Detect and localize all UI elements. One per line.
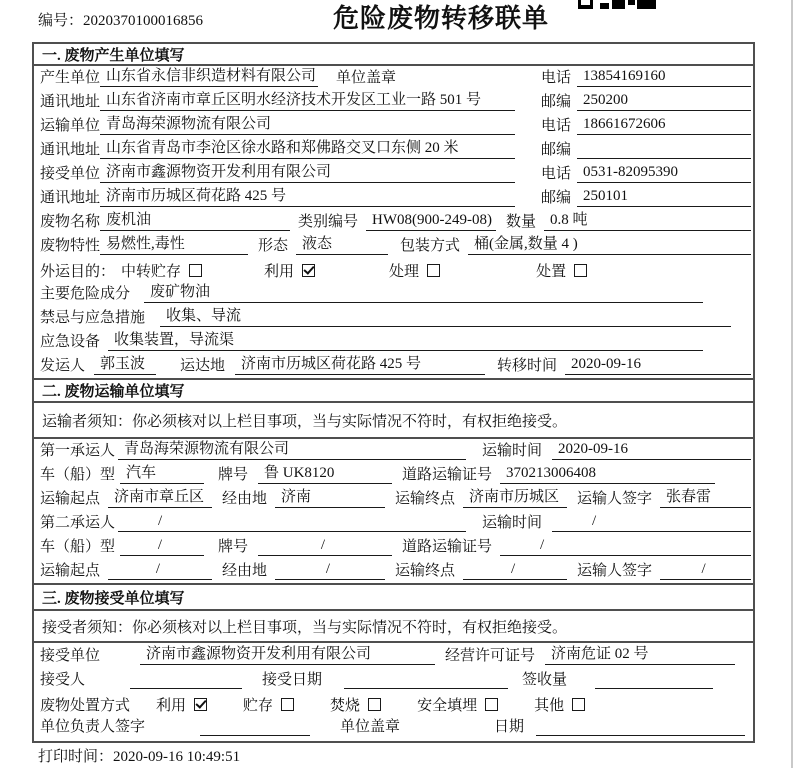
sign-label: 运输人签字 <box>577 563 653 579</box>
field-label: 通讯地址 <box>40 94 101 110</box>
field-value: 青岛海荣源物流有限公司 <box>100 112 515 135</box>
field-label: 接受单位 <box>40 166 101 182</box>
disposal-option <box>156 694 207 715</box>
end-value: / <box>463 561 567 580</box>
option-label: 安全填埋 <box>417 697 478 714</box>
qty-label: 签收量 <box>522 672 568 688</box>
field-label: 外运目的： <box>40 263 116 280</box>
field-label: 产生单位 <box>40 70 101 86</box>
field-label: 主要危险成分 <box>40 286 131 302</box>
field-value <box>200 734 310 736</box>
seal-label: 单位盖章 <box>340 719 401 735</box>
phone-value: 18661672606 <box>577 116 751 135</box>
field-value: 废矿物油 <box>144 280 703 303</box>
field-value: / <box>108 561 212 580</box>
row-receiver-address <box>34 186 753 210</box>
seal-label: 单位盖章 <box>336 70 397 86</box>
option-label: 焚烧 <box>330 697 361 714</box>
checkbox <box>302 264 315 277</box>
row-waste-traits <box>34 234 753 258</box>
row-route-1 <box>34 487 753 511</box>
permit-label: 经营许可证号 <box>445 648 536 664</box>
sign-label: 运输人签字 <box>577 491 653 507</box>
date-value <box>344 687 508 689</box>
field-label: 通讯地址 <box>40 142 101 158</box>
plate-value: / <box>258 537 392 556</box>
field-label: 单位负责人签字 <box>40 719 146 735</box>
purpose-option <box>121 260 202 281</box>
section-2-header: 二. 废物运输单位填写 <box>34 378 753 403</box>
field-label: 废物特性 <box>40 238 101 254</box>
zip-value: 250200 <box>577 92 751 111</box>
pack-label: 包装方式 <box>400 238 461 254</box>
via-value: / <box>275 561 385 580</box>
field-value: 济南市鑫源物资开发利用有限公司 <box>140 642 435 665</box>
sign-value: 张春雷 <box>660 485 751 508</box>
field-value: 山东省青岛市李沧区徐水路和郑佛路交叉口东侧 20 米 <box>100 136 515 159</box>
checkbox <box>572 698 585 711</box>
row-acceptance <box>34 668 753 692</box>
field-label: 第二承运人 <box>40 515 116 531</box>
phone-label: 电话 <box>541 118 572 134</box>
zip-label: 邮编 <box>541 94 572 110</box>
qty-value <box>595 687 713 689</box>
checkbox <box>368 698 381 711</box>
option-label: 利用 <box>264 263 295 280</box>
checkbox <box>427 264 440 277</box>
row-transporter-address <box>34 138 753 162</box>
checkbox <box>485 698 498 711</box>
code-label: 类别编号 <box>298 214 359 230</box>
time-value: 2020-09-16 <box>552 441 751 460</box>
plate-value: 鲁 UK8120 <box>258 461 392 484</box>
time-label: 转移时间 <box>497 358 558 374</box>
checkbox <box>574 264 587 277</box>
row-signature <box>34 716 753 739</box>
dest-value: 济南市历城区荷花路 425 号 <box>235 352 485 375</box>
option-label: 其他 <box>534 697 565 714</box>
end-value: 济南市历城区 <box>463 485 567 508</box>
row-route-2 <box>34 559 753 583</box>
field-label: 第一承运人 <box>40 443 116 459</box>
disposal-option <box>243 694 294 715</box>
zip-value: 250101 <box>577 188 751 207</box>
time-label: 运输时间 <box>482 515 543 531</box>
field-label: 车（船）型 <box>40 539 116 555</box>
field-label: 车（船）型 <box>40 467 116 483</box>
section-3-note: 接受者须知：你必须核对以上栏目事项，当与实际情况不符时，有权拒绝接受。 <box>34 611 753 643</box>
section-1-header: 一. 废物产生单位填写 <box>34 44 753 66</box>
field-label: 禁忌与应急措施 <box>40 310 146 326</box>
row-producer-address <box>34 90 753 114</box>
purpose-option <box>536 260 587 281</box>
row-emergency-measures <box>34 306 753 330</box>
checkbox <box>189 264 202 277</box>
field-value: 济南市章丘区 <box>108 485 212 508</box>
row-emergency-equipment <box>34 330 753 354</box>
field-label: 接受人 <box>40 672 86 688</box>
doc-number-label: 编号： <box>38 13 84 29</box>
field-value: / <box>118 513 466 532</box>
section-2-note: 运输者须知：你必须核对以上栏目事项，当与实际情况不符时，有权拒绝接受。 <box>34 403 753 439</box>
plate-label: 牌号 <box>218 467 249 483</box>
phone-label: 电话 <box>541 166 572 182</box>
row-waste-name <box>34 210 753 234</box>
page-edge-line <box>791 0 793 768</box>
field-value: 废机油 <box>100 208 290 231</box>
row-disposal-method <box>34 692 753 716</box>
doc-number-value: 2020370100016856 <box>83 13 204 29</box>
qty-label: 数量 <box>506 214 537 230</box>
row-carrier-1 <box>34 439 753 463</box>
field-label: 接受单位 <box>40 648 101 664</box>
field-value: 易燃性,毒性 <box>100 232 248 255</box>
option-label: 处置 <box>536 263 567 280</box>
time-label: 运输时间 <box>482 443 543 459</box>
checkbox <box>194 698 207 711</box>
disposal-option <box>534 694 585 715</box>
field-value <box>130 687 242 689</box>
permit-value: 370213006408 <box>500 465 715 484</box>
field-value: 收集装置，导流渠 <box>108 328 703 351</box>
via-value: 济南 <box>275 485 385 508</box>
plate-label: 牌号 <box>218 539 249 555</box>
zip-label: 邮编 <box>541 142 572 158</box>
zip-label: 邮编 <box>541 190 572 206</box>
field-label: 运输起点 <box>40 491 101 507</box>
field-label: 应急设备 <box>40 334 101 350</box>
date-label: 接受日期 <box>262 672 323 688</box>
option-label: 中转贮存 <box>121 263 182 280</box>
purpose-option <box>264 260 315 281</box>
end-label: 运输终点 <box>395 491 456 507</box>
option-label: 贮存 <box>243 697 274 714</box>
via-label: 经由地 <box>222 563 268 579</box>
print-time-value: 2020-09-16 10:49:51 <box>113 749 241 765</box>
print-time <box>38 745 240 766</box>
row-accept-unit <box>34 643 753 668</box>
permit-value: / <box>500 537 751 556</box>
field-value: 郭玉波 <box>94 352 156 375</box>
field-label: 废物名称 <box>40 214 101 230</box>
phone-value: 13854169160 <box>577 68 751 87</box>
option-label: 利用 <box>156 697 187 714</box>
end-label: 运输终点 <box>395 563 456 579</box>
purpose-option <box>389 260 440 281</box>
disposal-option <box>330 694 381 715</box>
row-transporter <box>34 114 753 138</box>
disposal-option <box>417 694 498 715</box>
time-value: 2020-09-16 <box>565 356 751 375</box>
via-label: 经由地 <box>222 491 268 507</box>
phone-label: 电话 <box>541 70 572 86</box>
row-carrier-2 <box>34 511 753 535</box>
permit-value: 济南危证 02 号 <box>545 642 735 665</box>
permit-label: 道路运输证号 <box>402 539 493 555</box>
option-label: 处理 <box>389 263 420 280</box>
dest-label: 运达地 <box>180 358 226 374</box>
manifest-form <box>32 42 755 743</box>
doc-number <box>38 9 203 30</box>
sign-value: / <box>660 561 751 580</box>
print-time-label: 打印时间： <box>38 749 114 765</box>
qty-value: 0.8 吨 <box>544 208 751 231</box>
form-label: 形态 <box>258 238 289 254</box>
field-value: 收集、导流 <box>160 304 731 327</box>
permit-label: 道路运输证号 <box>402 467 493 483</box>
phone-value: 0531-82095390 <box>577 164 751 183</box>
form-value: 液态 <box>296 232 388 255</box>
row-purpose <box>34 258 753 282</box>
field-label: 运输起点 <box>40 563 101 579</box>
date-value <box>536 734 745 736</box>
row-vehicle-2 <box>34 535 753 559</box>
qr-code-fragment <box>578 0 656 9</box>
checkbox <box>281 698 294 711</box>
row-vehicle-1 <box>34 463 753 487</box>
field-value: 山东省永信非织造材料有限公司 <box>100 64 318 87</box>
zip-value <box>577 157 751 159</box>
field-label: 通讯地址 <box>40 190 101 206</box>
field-value: 汽车 <box>120 461 204 484</box>
row-dispatch <box>34 354 753 378</box>
section-3-header: 三. 废物接受单位填写 <box>34 583 753 611</box>
row-hazard-components <box>34 282 753 306</box>
field-value: 山东省济南市章丘区明水经济技术开发区工业一路 501 号 <box>100 88 515 111</box>
page-title: 危险废物转移联单 <box>333 4 550 33</box>
field-value: / <box>120 537 204 556</box>
date-label: 日期 <box>494 719 525 735</box>
row-producer <box>34 66 753 90</box>
field-value: 青岛海荣源物流有限公司 <box>118 437 466 460</box>
row-receiver <box>34 162 753 186</box>
field-label: 运输单位 <box>40 118 101 134</box>
pack-value: 桶(金属,数量 4 ) <box>468 232 751 255</box>
field-value: 济南市历城区荷花路 425 号 <box>100 184 515 207</box>
time-value: / <box>552 513 751 532</box>
code-value: HW08(900-249-08) <box>366 212 496 231</box>
field-label: 废物处置方式 <box>40 697 131 714</box>
field-value: 济南市鑫源物资开发利用有限公司 <box>100 160 515 183</box>
field-label: 发运人 <box>40 358 86 374</box>
